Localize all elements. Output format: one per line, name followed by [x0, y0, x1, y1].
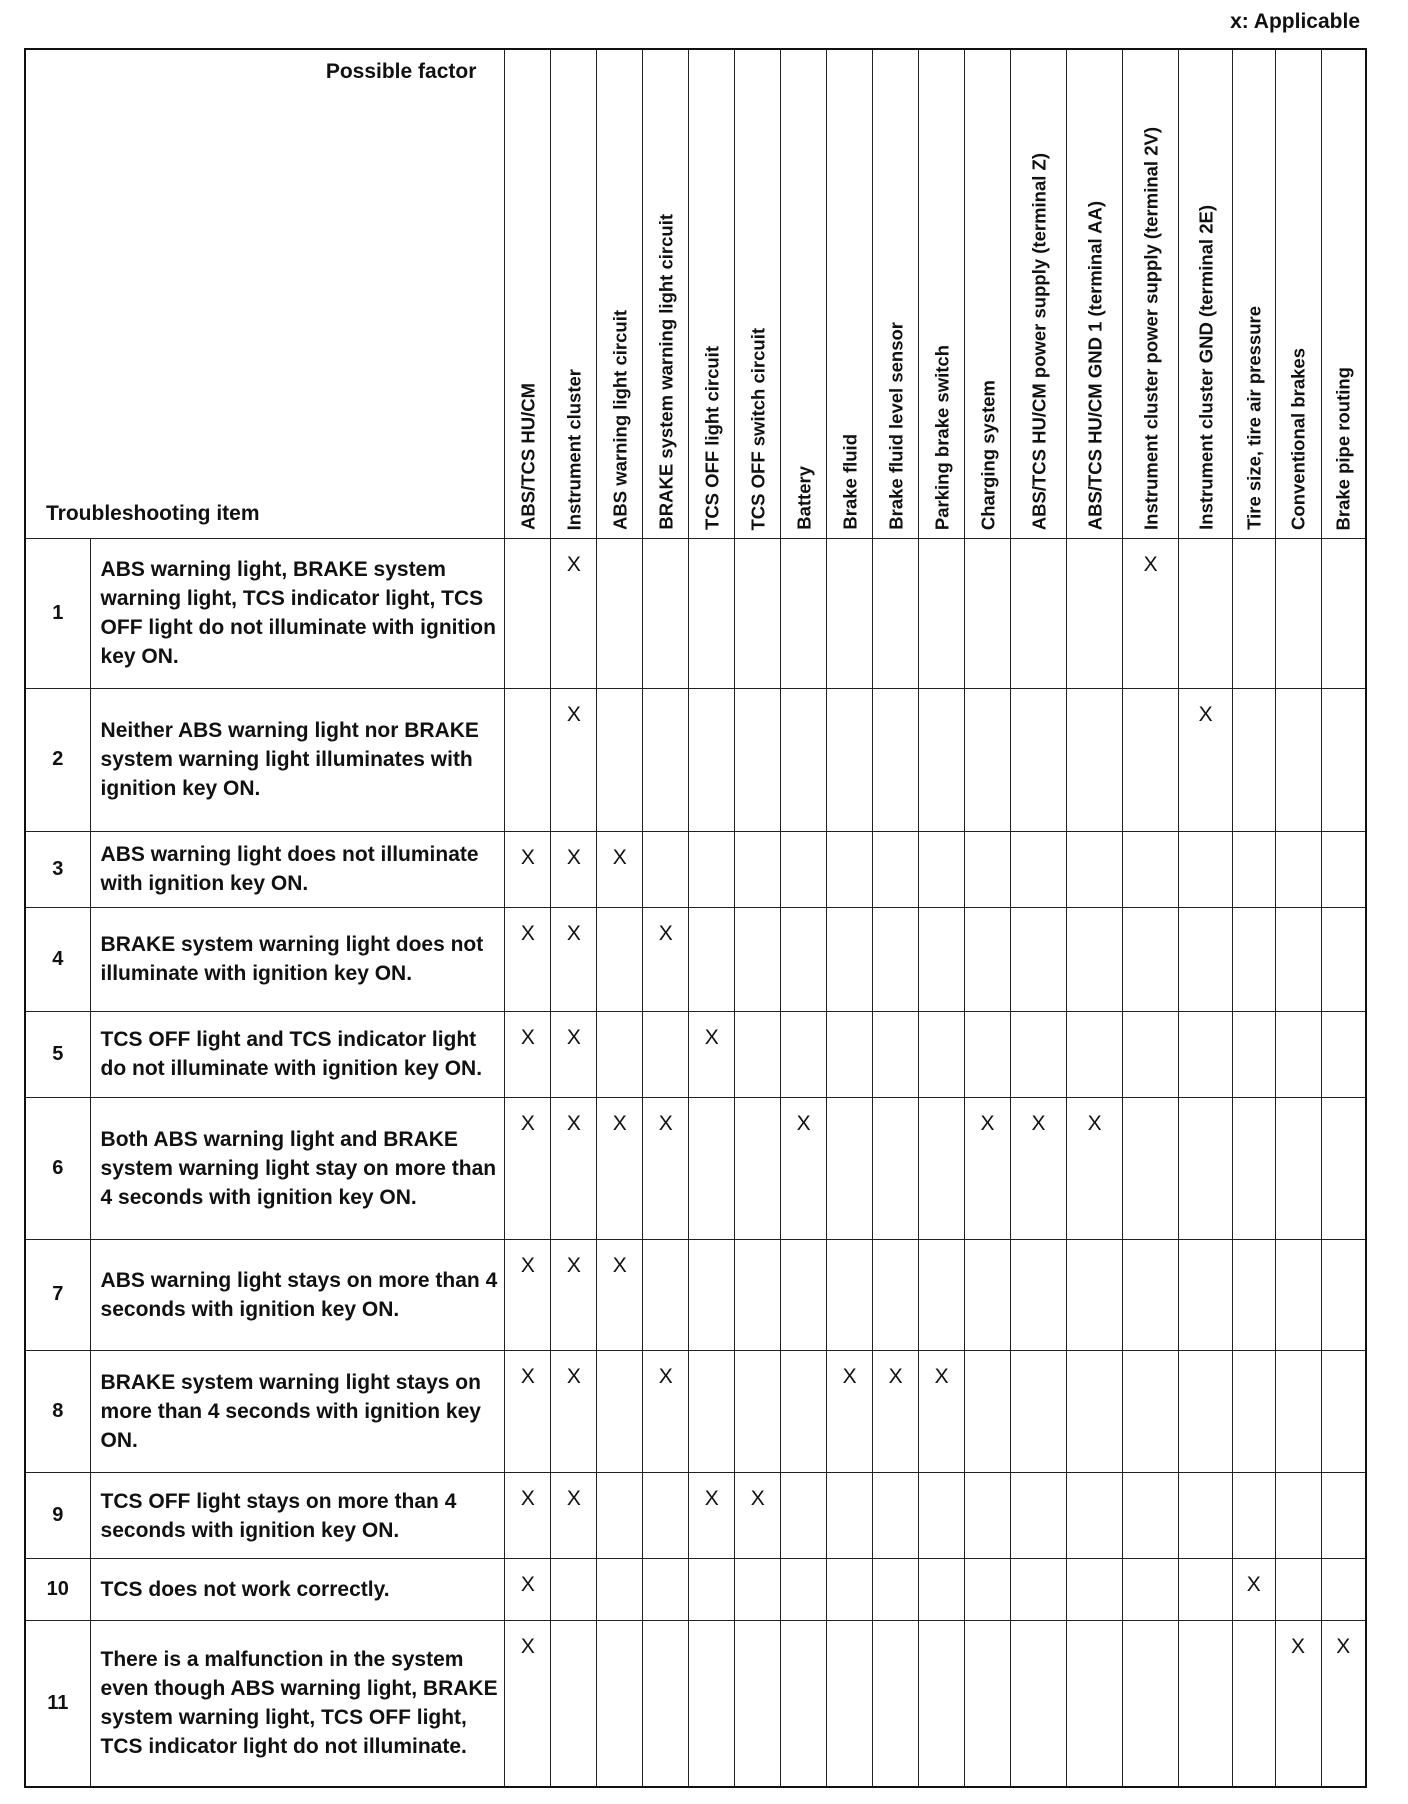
table-row [25, 1011, 1366, 1097]
applicability-cell [735, 1098, 781, 1240]
applicability-cell [643, 1011, 689, 1097]
applicability-cell: X [551, 1011, 597, 1097]
applicability-cell [735, 688, 781, 831]
applicability-cell [781, 688, 827, 831]
applicability-cell [1067, 539, 1123, 689]
applicability-cell [1179, 831, 1233, 907]
applicability-cell: X [1123, 539, 1179, 689]
applicability-cell [689, 1620, 735, 1787]
applicability-cell [1011, 831, 1067, 907]
factor-label: TCS OFF switch circuit [747, 327, 769, 530]
applicability-cell [735, 539, 781, 689]
applicability-cell [919, 1559, 965, 1620]
applicability-cell [1179, 539, 1233, 689]
applicability-cell [1321, 831, 1366, 907]
applicability-cell [781, 831, 827, 907]
applicability-cell [1123, 907, 1179, 1011]
applicability-cell [781, 1620, 827, 1787]
applicability-cell [1232, 1098, 1275, 1240]
applicability-cell: X [551, 539, 597, 689]
applicability-cell [781, 1473, 827, 1559]
applicability-cell: X [1275, 1620, 1321, 1787]
table-row [25, 539, 1366, 689]
applicability-cell [919, 688, 965, 831]
row-number: 6 [25, 1098, 90, 1240]
troubleshooting-item: ABS warning light does not illuminate with ignition key ON. [90, 831, 505, 907]
applicability-cell [1321, 1239, 1366, 1350]
applicability-cell: X [505, 1098, 551, 1240]
factor-header [965, 49, 1011, 539]
applicability-cell [735, 1620, 781, 1787]
applicability-cell: X [505, 831, 551, 907]
applicability-cell [1232, 1350, 1275, 1472]
applicability-cell [1179, 1620, 1233, 1787]
applicability-cell [1232, 539, 1275, 689]
applicability-cell [827, 539, 873, 689]
factor-header [689, 49, 735, 539]
applicability-cell: X [1321, 1620, 1366, 1787]
applicability-cell [505, 688, 551, 831]
applicability-cell [1179, 1011, 1233, 1097]
troubleshooting-item: ABS warning light, BRAKE system warning light, TCS indicator light, TCS OFF light do not illuminate with ignition key ON. [90, 539, 505, 689]
factor-header [1123, 49, 1179, 539]
applicability-cell: X [551, 1473, 597, 1559]
applicability-cell [1275, 1350, 1321, 1472]
applicability-cell: X [1067, 1098, 1123, 1240]
applicability-cell [873, 1473, 919, 1559]
applicability-cell [735, 831, 781, 907]
applicability-cell [597, 539, 643, 689]
factor-label: Charging system [977, 379, 999, 530]
applicability-cell [1179, 1350, 1233, 1472]
applicability-cell [643, 1559, 689, 1620]
applicability-cell [1275, 907, 1321, 1011]
applicability-cell [689, 1350, 735, 1472]
applicability-cell [827, 1473, 873, 1559]
troubleshooting-item: There is a malfunction in the system even though ABS warning light, BRAKE system warning light, TCS OFF light, TCS indicator light do not illuminate. [90, 1620, 505, 1787]
table-row [25, 1239, 1366, 1350]
applicability-cell [873, 688, 919, 831]
applicability-cell [735, 1559, 781, 1620]
factor-label: Battery [793, 466, 815, 530]
applicability-cell: X [505, 1239, 551, 1350]
factor-label: Instrument cluster [563, 368, 585, 530]
applicability-cell [689, 1239, 735, 1350]
factor-label: ABS/TCS HU/CM [517, 383, 539, 530]
troubleshooting-item: BRAKE system warning light stays on more than 4 seconds with ignition key ON. [90, 1350, 505, 1472]
applicability-cell [1011, 1620, 1067, 1787]
applicability-cell [689, 1098, 735, 1240]
applicability-cell [781, 1239, 827, 1350]
applicability-cell [965, 1559, 1011, 1620]
applicability-cell [873, 1239, 919, 1350]
applicability-cell [1123, 688, 1179, 831]
applicability-cell [1232, 1239, 1275, 1350]
applicability-cell: X [781, 1098, 827, 1240]
applicability-cell [1275, 831, 1321, 907]
troubleshooting-item: BRAKE system warning light does not illuminate with ignition key ON. [90, 907, 505, 1011]
possible-factor-label: Possible factor [325, 60, 477, 83]
applicability-cell [1179, 907, 1233, 1011]
applicability-cell [1321, 1350, 1366, 1472]
applicability-cell: X [597, 1239, 643, 1350]
applicability-cell [551, 1559, 597, 1620]
applicability-cell [1011, 539, 1067, 689]
applicability-cell [919, 1098, 965, 1240]
applicability-cell [827, 1559, 873, 1620]
applicability-cell: X [643, 907, 689, 1011]
applicability-cell: X [827, 1350, 873, 1472]
factor-header [873, 49, 919, 539]
applicability-cell [1011, 688, 1067, 831]
applicability-cell [551, 1620, 597, 1787]
applicability-cell [827, 1011, 873, 1097]
applicability-cell [1123, 1011, 1179, 1097]
applicability-cell [1067, 1239, 1123, 1350]
troubleshooting-item: TCS OFF light and TCS indicator light do not illuminate with ignition key ON. [90, 1011, 505, 1097]
row-number: 8 [25, 1350, 90, 1472]
applicability-cell [1011, 1011, 1067, 1097]
applicability-cell [1011, 1350, 1067, 1472]
factor-label: ABS/TCS HU/CM power supply (terminal Z) [1028, 152, 1050, 530]
applicability-cell [597, 1350, 643, 1472]
applicability-cell [873, 1098, 919, 1240]
table-row [25, 1620, 1366, 1787]
applicability-cell [1275, 1098, 1321, 1240]
factor-header [643, 49, 689, 539]
applicability-cell [1275, 1239, 1321, 1350]
factor-header [1179, 49, 1233, 539]
applicability-cell [827, 1239, 873, 1350]
applicability-cell: X [689, 1011, 735, 1097]
applicability-cell [919, 907, 965, 1011]
applicability-cell: X [551, 1239, 597, 1350]
applicability-cell [1067, 1011, 1123, 1097]
applicability-cell [873, 1559, 919, 1620]
applicability-cell: X [551, 1350, 597, 1472]
factor-label: Brake pipe routing [1332, 366, 1354, 530]
applicability-cell: X [597, 831, 643, 907]
factor-label: Instrument cluster power supply (terminal 2V) [1140, 127, 1162, 530]
factor-header [1275, 49, 1321, 539]
factor-header [505, 49, 551, 539]
applicability-cell [827, 831, 873, 907]
table-row [25, 907, 1366, 1011]
applicability-cell [1011, 907, 1067, 1011]
factor-label: Brake fluid level sensor [885, 322, 907, 530]
troubleshooting-item: TCS does not work correctly. [90, 1559, 505, 1620]
troubleshooting-item: TCS OFF light stays on more than 4 seconds with ignition key ON. [90, 1473, 505, 1559]
applicability-cell [873, 907, 919, 1011]
applicability-cell [919, 1620, 965, 1787]
table-row [25, 1350, 1366, 1472]
applicability-cell [1123, 1473, 1179, 1559]
applicability-cell [643, 831, 689, 907]
applicability-cell [643, 1620, 689, 1787]
applicability-cell [1067, 1620, 1123, 1787]
applicability-cell: X [505, 1473, 551, 1559]
applicability-cell [965, 907, 1011, 1011]
factor-header [919, 49, 965, 539]
factor-label: Parking brake switch [931, 344, 953, 530]
header-corner [25, 49, 505, 539]
troubleshooting-matrix [24, 48, 1367, 1788]
applicability-cell [781, 539, 827, 689]
factor-header [1321, 49, 1366, 539]
applicability-cell [1011, 1239, 1067, 1350]
applicability-cell [1067, 831, 1123, 907]
applicability-cell [1321, 539, 1366, 689]
applicability-cell: X [965, 1098, 1011, 1240]
applicability-cell [1232, 1620, 1275, 1787]
row-number: 7 [25, 1239, 90, 1350]
applicability-cell [1321, 1473, 1366, 1559]
applicability-cell [597, 1559, 643, 1620]
applicability-cell [965, 831, 1011, 907]
applicability-cell [919, 1473, 965, 1559]
applicability-cell [827, 1620, 873, 1787]
applicability-cell: X [1232, 1559, 1275, 1620]
applicability-cell [643, 539, 689, 689]
applicability-cell [1275, 1473, 1321, 1559]
row-number: 9 [25, 1473, 90, 1559]
applicability-cell [1179, 1098, 1233, 1240]
applicability-cell: X [919, 1350, 965, 1472]
factor-label: Instrument cluster GND (terminal 2E) [1195, 205, 1217, 530]
factor-header [781, 49, 827, 539]
factor-header [551, 49, 597, 539]
applicability-cell [1067, 688, 1123, 831]
applicability-cell [1232, 907, 1275, 1011]
row-number: 5 [25, 1011, 90, 1097]
applicability-cell [873, 831, 919, 907]
row-number: 4 [25, 907, 90, 1011]
row-number: 2 [25, 688, 90, 831]
header-row [25, 49, 1366, 539]
applicability-cell [965, 539, 1011, 689]
applicability-cell: X [551, 907, 597, 1011]
applicability-cell [919, 1239, 965, 1350]
applicability-cell [1179, 1239, 1233, 1350]
applicability-cell [597, 1011, 643, 1097]
applicability-cell [1123, 1350, 1179, 1472]
table-row [25, 1473, 1366, 1559]
applicability-cell [965, 688, 1011, 831]
applicability-cell [643, 1473, 689, 1559]
applicability-cell: X [551, 831, 597, 907]
table-row [25, 688, 1366, 831]
applicability-cell [643, 1239, 689, 1350]
applicability-cell [1232, 831, 1275, 907]
applicability-cell [1232, 1473, 1275, 1559]
troubleshooting-item: Neither ABS warning light nor BRAKE system warning light illuminates with ignition key ON. [90, 688, 505, 831]
applicability-cell [735, 1350, 781, 1472]
applicability-cell [919, 539, 965, 689]
table-row [25, 1559, 1366, 1620]
applicability-cell: X [1179, 688, 1233, 831]
applicability-cell [965, 1239, 1011, 1350]
applicability-cell: X [551, 688, 597, 831]
applicability-cell [597, 907, 643, 1011]
applicability-cell [1275, 1559, 1321, 1620]
applicability-cell: X [873, 1350, 919, 1472]
factor-header [735, 49, 781, 539]
factor-header [597, 49, 643, 539]
factor-label: BRAKE system warning light circuit [655, 214, 677, 530]
table-row [25, 831, 1366, 907]
applicability-cell [1275, 1011, 1321, 1097]
applicability-cell [597, 688, 643, 831]
applicability-cell [827, 688, 873, 831]
table-row [25, 1098, 1366, 1240]
applicability-cell [781, 1011, 827, 1097]
applicability-cell [689, 907, 735, 1011]
troubleshooting-item: Both ABS warning light and BRAKE system warning light stay on more than 4 seconds with ignition key ON. [90, 1098, 505, 1240]
applicability-cell [1321, 907, 1366, 1011]
applicability-cell [965, 1620, 1011, 1787]
row-number: 10 [25, 1559, 90, 1620]
applicability-cell [781, 907, 827, 1011]
row-number: 1 [25, 539, 90, 689]
applicability-cell [643, 688, 689, 831]
applicability-cell: X [597, 1098, 643, 1240]
factor-header [827, 49, 873, 539]
applicability-cell: X [1011, 1098, 1067, 1240]
applicability-cell: X [689, 1473, 735, 1559]
applicable-legend: x: Applicable [1230, 10, 1360, 33]
applicability-cell [1067, 1473, 1123, 1559]
applicability-cell [781, 1559, 827, 1620]
applicability-cell [1232, 688, 1275, 831]
applicability-cell: X [505, 1350, 551, 1472]
applicability-cell: X [735, 1473, 781, 1559]
applicability-cell [689, 1559, 735, 1620]
applicability-cell [1321, 1098, 1366, 1240]
applicability-cell [919, 831, 965, 907]
applicability-cell: X [551, 1098, 597, 1240]
applicability-cell [1123, 1620, 1179, 1787]
applicability-cell: X [643, 1350, 689, 1472]
applicability-cell [873, 1620, 919, 1787]
applicability-cell [735, 1239, 781, 1350]
applicability-cell [1011, 1473, 1067, 1559]
applicability-cell [1067, 907, 1123, 1011]
applicability-cell [1321, 1011, 1366, 1097]
applicability-cell [965, 1011, 1011, 1097]
row-number: 11 [25, 1620, 90, 1787]
applicability-cell [1275, 688, 1321, 831]
applicability-cell [1067, 1559, 1123, 1620]
applicability-cell [1179, 1559, 1233, 1620]
applicability-cell [1179, 1473, 1233, 1559]
factor-header [1011, 49, 1067, 539]
applicability-cell [1123, 1559, 1179, 1620]
applicability-cell [1123, 831, 1179, 907]
applicability-cell [597, 1620, 643, 1787]
factor-label: Conventional brakes [1287, 348, 1309, 530]
applicability-cell [781, 1350, 827, 1472]
applicability-cell: X [505, 1559, 551, 1620]
applicability-cell [1232, 1011, 1275, 1097]
applicability-cell [1123, 1239, 1179, 1350]
applicability-cell [735, 1011, 781, 1097]
troubleshooting-item: ABS warning light stays on more than 4 seconds with ignition key ON. [90, 1239, 505, 1350]
applicability-cell [689, 539, 735, 689]
applicability-cell [735, 907, 781, 1011]
factor-label: ABS/TCS HU/CM GND 1 (terminal AA) [1084, 200, 1106, 530]
applicability-cell [827, 907, 873, 1011]
factor-label: Brake fluid [839, 434, 861, 530]
factor-header [1232, 49, 1275, 539]
factor-header [1067, 49, 1123, 539]
applicability-cell [689, 688, 735, 831]
factor-label: ABS warning light circuit [609, 310, 631, 530]
applicability-cell [1067, 1350, 1123, 1472]
applicability-cell [597, 1473, 643, 1559]
applicability-cell [873, 539, 919, 689]
row-number: 3 [25, 831, 90, 907]
applicability-cell [919, 1011, 965, 1097]
troubleshooting-item-label: Troubleshooting item [46, 502, 260, 525]
applicability-cell [827, 1098, 873, 1240]
applicability-cell [689, 831, 735, 907]
applicability-cell: X [505, 1620, 551, 1787]
applicability-cell [1123, 1098, 1179, 1240]
applicability-cell [1011, 1559, 1067, 1620]
applicability-cell [965, 1473, 1011, 1559]
applicability-cell [965, 1350, 1011, 1472]
applicability-cell [1275, 539, 1321, 689]
applicability-cell [873, 1011, 919, 1097]
factor-label: Tire size, tire air pressure [1243, 306, 1265, 530]
applicability-cell [505, 539, 551, 689]
applicability-cell [1321, 1559, 1366, 1620]
applicability-cell: X [505, 1011, 551, 1097]
applicability-cell [1321, 688, 1366, 831]
applicability-cell: X [643, 1098, 689, 1240]
applicability-cell: X [505, 907, 551, 1011]
factor-label: TCS OFF light circuit [701, 346, 723, 530]
